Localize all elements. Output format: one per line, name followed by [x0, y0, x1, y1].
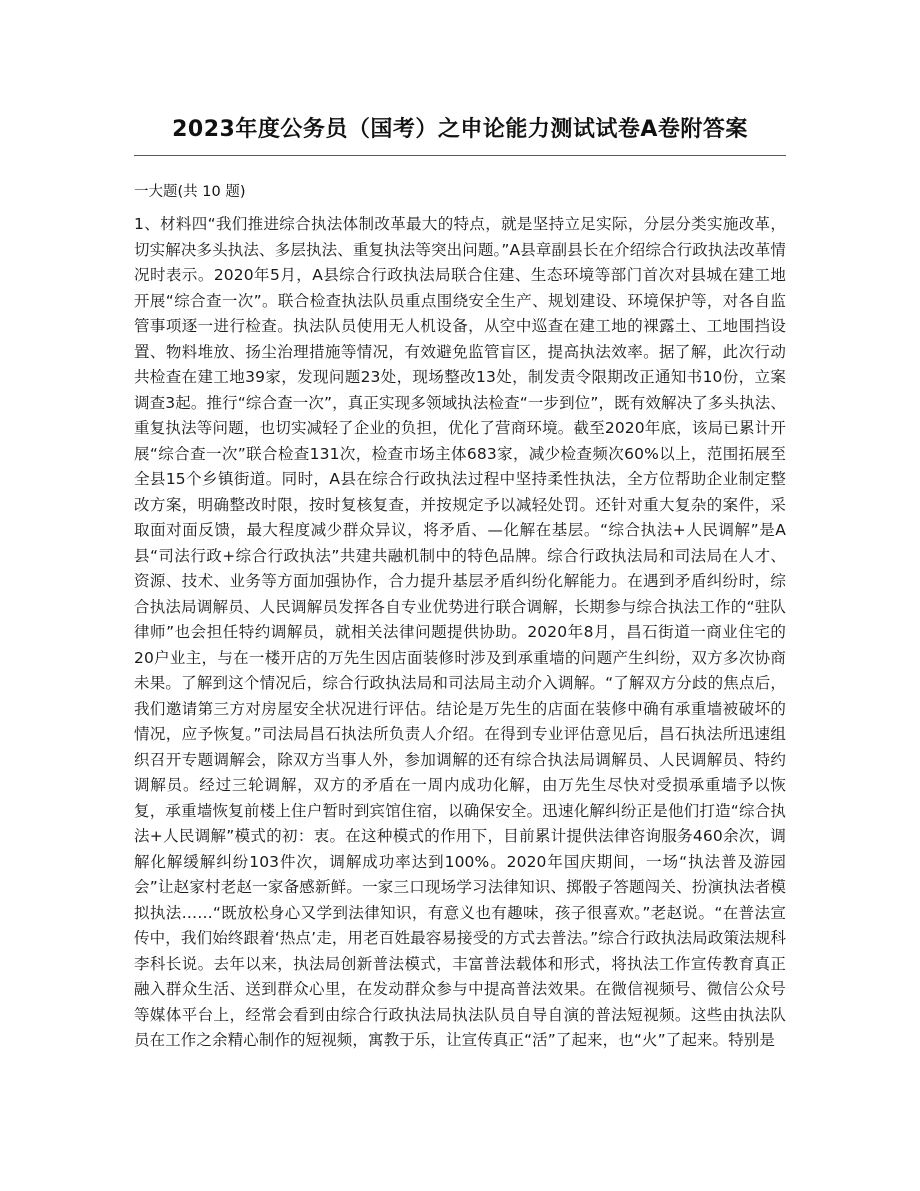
section-heading: 一大题(共 10 题) — [134, 184, 246, 200]
title-underline — [134, 155, 786, 156]
document-title: 2023年度公务员（国考）之申论能力测试试卷A卷附答案 — [172, 117, 748, 142]
question-1-text: 1、材料四“我们推进综合执法体制改革最大的特点，就是坚持立足实际，分层分类实施改革，切实解决多头执法、多层执法、重复执法等突出问题。”A县章副县长在介绍综合行政执法改革情况时表示。2020年5月，A县综合行政执法局联合住建、生态环境等部门首次对县城在建工地开展“综合查一次”。联合检查执法队员重点围绕安全生产、规划建设、环境保护等，对各自监管事项逐一进行检查。执法队员使用无人机设备，从空中巡查在建工地的裸露土、工地围挡设置、物料堆放、扬尘治理措施等情况，有效避免监管盲区，提高执法效率。据了解，此次行动共检查在建工地39家，发现问题23处，现场整改13处，制发责令限期改正通知书10份，立案调查3起。推行“综合查一次”，真正实现多领域执法检查“一步到位”，既有效解决了多头执法、重复执法等问题，也切实减轻了企业的负担，优化了营商环境。截至2020年底，该局已累计开展“综合查一次”联合检查131次，检查市场主体683家，减少检查频次60%以上，范围拓展至全县15个乡镇街道。同时，A县在综合行政执法过程中坚持柔性执法，全方位帮助企业制定整改方案，明确整改时限，按时复核复查，并按规定予以减轻处罚。还针对重大复杂的案件，采取面对面反馈，最大程度减少群众异议，将矛盾、—化解在基层。“综合执法+人民调解”是A县“司法行政+综合行政执法”共建共融机制中的特色品牌。综合行政执法局和司法局在人才、资源、技术、业务等方面加强协作，合力提升基层矛盾纠纷化解能力。在遇到矛盾纠纷时，综合执法局调解员、人民调解员发挥各自专业优势进行联合调解，长期参与综合执法工作的“驻队律师”也会担任特约调解员，就相关法律问题提供协助。2020年8月，昌石街道一商业住宅的20户业主，与在一楼开店的万先生因店面装修时涉及到承重墙的问题产生纠纷，双方多次协商未果。了解到这个情况后，综合行政执法局和司法局主动介入调解。“了解双方分歧的焦点后，我们邀请第三方对房屋安全状况进行评估。结论是万先生的店面在装修中确有承重墙被破坏的情况，应予恢复。”司法局昌石执法所负责人介绍。在得到专业评估意见后，昌石执法所迅速组织召开专题调解会，除双方当事人外，参加调解的还有综合执法局调解员、人民调解员、特约调解员。经过三轮调解，双方的矛盾在一周内成功化解，由万先生尽快对受损承重墙予以恢复，承重墙恢复前楼上住户暂时到宾馆住宿，以确保安全。迅速化解纠纷正是他们打造“综合执法+人民调解”模式的初：衷。在这种模式的作用下，目前累计提供法律咨询服务460余次，调解化解缓解纠纷103件次，调解成功率达到100%。2020年国庆期间，一场“执法普及游园会”让赵家村老赵一家备感新鲜。一家三口现场学习法律知识、掷骰子答题闯关、扮演执法者模拟执法……“既放松身心又学到法律知识，有意义也有趣味，孩子很喜欢。”老赵说。“在普法宣传中，我们始终跟着‘热点’走，用老百姓最容易接受的方式去普法。”综合行政执法局政策法规科李科长说。去年以来，执法局创新普法模式，丰富普法载体和形式，将执法工作宣传教育真正融入群众生活、送到群众心里，在发动群众参与中提高普法效果。在微信视频号、微信公众号等媒体平台上，经常会看到由综合行政执法局执法队员自导自演的普法短视频。这些由执法队员在工作之余精心制作的短视频，寓教于乐，让宣传真正“活”了起来，也“火”了起来。特别是 — [134, 215, 786, 1049]
